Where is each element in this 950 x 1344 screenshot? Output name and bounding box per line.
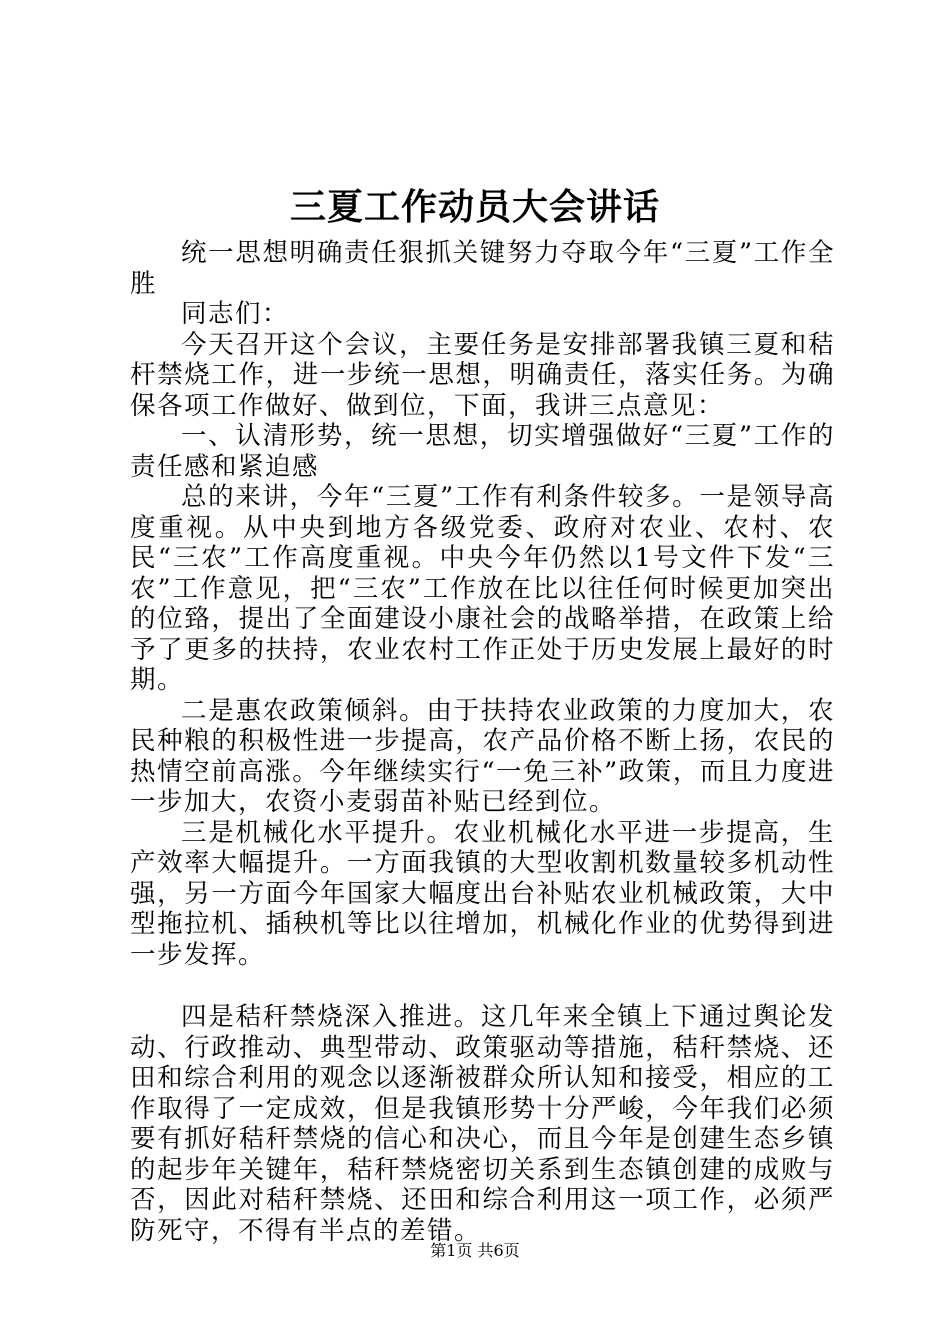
salutation-paragraph: 同志们： [181, 299, 290, 329]
section-heading-paragraph: 一、认清形势，统一思想，切实增强做好“三夏”工作的责任感和紧迫感 [130, 421, 835, 482]
body-paragraph: 四是秸秆禁烧深入推进。这几年来全镇上下通过舆论发动、行政推动、典型带动、政策驱动等措施，秸秆禁烧、还田和综合利用的观念以逐渐被群众所认知和接受，相应的工作取得了一定成效，但是我镇形势十分严峻，今年我们必须要有抓好秸秆禁烧的信心和决心，而且今年是创建生态乡镇的起步年关键年，秸秆禁烧密切关系到生态镇创建的成败与否，因此对秸秆禁烧、还田和综合利用这一项工作，必须严防死守，不得有半点的差错。 [130, 1002, 835, 1246]
body-paragraph: 三是机械化水平提升。农业机械化水平进一步提高，生产效率大幅提升。一方面我镇的大型收割机数量较多机动性强，另一方面今年国家大幅度出台补贴农业机械政策，大中型拖拉机、插秧机等比以往增加，机械化作业的优势得到进一步发挥。 [130, 817, 835, 970]
body-paragraph: 二是惠农政策倾斜。由于扶持农业政策的力度加大，农民种粮的积极性进一步提高，农产品价格不断上扬，农民的热情空前高涨。今年继续实行“一免三补”政策，而且力度进一步加大，农资小麦弱苗补贴已经到位。 [130, 695, 835, 817]
document-body [130, 238, 835, 1246]
document-title: 三夏工作动员大会讲话 [289, 186, 660, 228]
intro-paragraph: 今天召开这个会议，主要任务是安排部署我镇三夏和秸杆禁烧工作，进一步统一思想，明确责任，落实任务。为确保各项工作做好、做到位，下面，我讲三点意见： [130, 329, 835, 421]
page-number-footer: 第1页 共6页 [430, 1241, 520, 1260]
body-paragraph: 总的来讲，今年“三夏”工作有利条件较多。一是领导高度重视。从中央到地方各级党委、政府对农业、农村、农民“三农”工作高度重视。中央今年仍然以1号文件下发“三农”工作意见，把“三农”工作放在比以往任何时候更加突出的位臵，提出了全面建设小康社会的战略举措，在政策上给予了更多的扶持，农业农村工作正处于历史发展上最好的时期。 [130, 482, 835, 695]
subtitle-paragraph: 统一思想明确责任狠抓关键努力夺取今年“三夏”工作全胜 [130, 238, 835, 299]
